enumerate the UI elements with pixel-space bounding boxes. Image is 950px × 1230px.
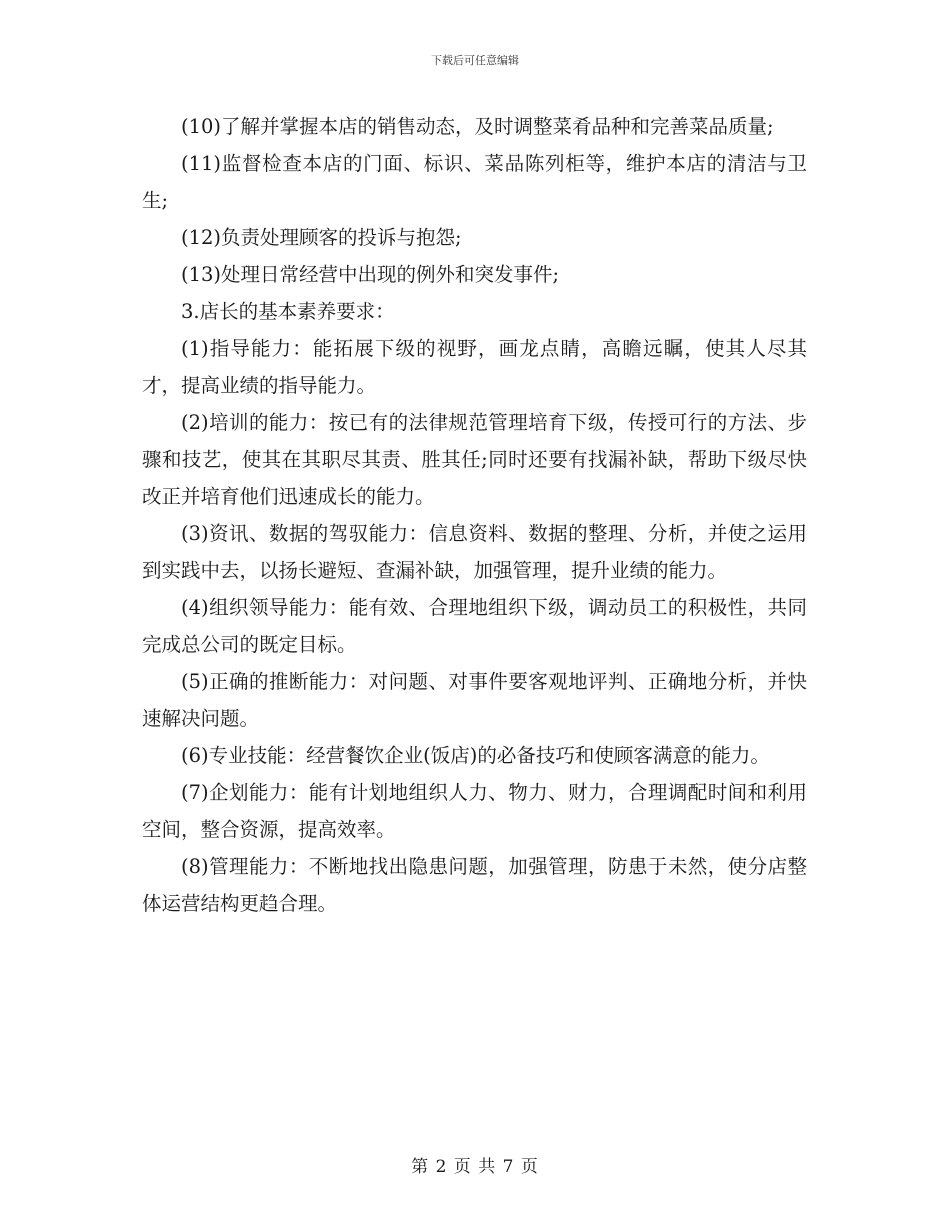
paragraph: (1)指导能力：能拓展下级的视野，画龙点睛，高瞻远瞩，使其人尽其才，提高业绩的指导能力。 xyxy=(142,337,807,397)
document-body xyxy=(142,108,807,922)
paragraph: (2)培训的能力：按已有的法律规范管理培育下级，传授可行的方法、步骤和技艺，使其在其职尽其责、胜其任;同时还要有找漏补缺，帮助下级尽快改正并培育他们迅速成长的能力。 xyxy=(142,411,807,508)
paragraph: (8)管理能力：不断地找出隐患问题，加强管理，防患于未然，使分店整体运营结构更趋合理。 xyxy=(142,855,807,915)
paragraph: (6)专业技能：经营餐饮企业(饭店)的必备技巧和使顾客满意的能力。 xyxy=(181,744,770,767)
paragraph: (10)了解并掌握本店的销售动态，及时调整菜肴品种和完善菜品质量; xyxy=(181,115,774,138)
paragraph: (13)处理日常经营中出现的例外和突发事件; xyxy=(181,263,560,286)
paragraph: (7)企划能力：能有计划地组织人力、物力、财力，合理调配时间和利用空间，整合资源，提高效率。 xyxy=(142,781,807,841)
paragraph: (12)负责处理顾客的投诉与抱怨; xyxy=(181,226,462,249)
page-header: 下载后可任意编辑 xyxy=(431,54,519,67)
section-heading: 3.店长的基本素养要求： xyxy=(181,300,395,323)
paragraph: (11)监督检查本店的门面、标识、菜品陈列柜等，维护本店的清洁与卫生; xyxy=(142,152,807,212)
page-number: 第 2 页 共 7 页 xyxy=(411,1157,539,1177)
paragraph: (4)组织领导能力：能有效、合理地组织下级，调动员工的积极性，共同完成总公司的既定目标。 xyxy=(142,596,807,656)
paragraph: (3)资讯、数据的驾驭能力：信息资料、数据的整理、分析，并使之运用到实践中去，以扬长避短、查漏补缺，加强管理，提升业绩的能力。 xyxy=(142,522,807,582)
paragraph: (5)正确的推断能力：对问题、对事件要客观地评判、正确地分析，并快速解决问题。 xyxy=(142,670,807,730)
